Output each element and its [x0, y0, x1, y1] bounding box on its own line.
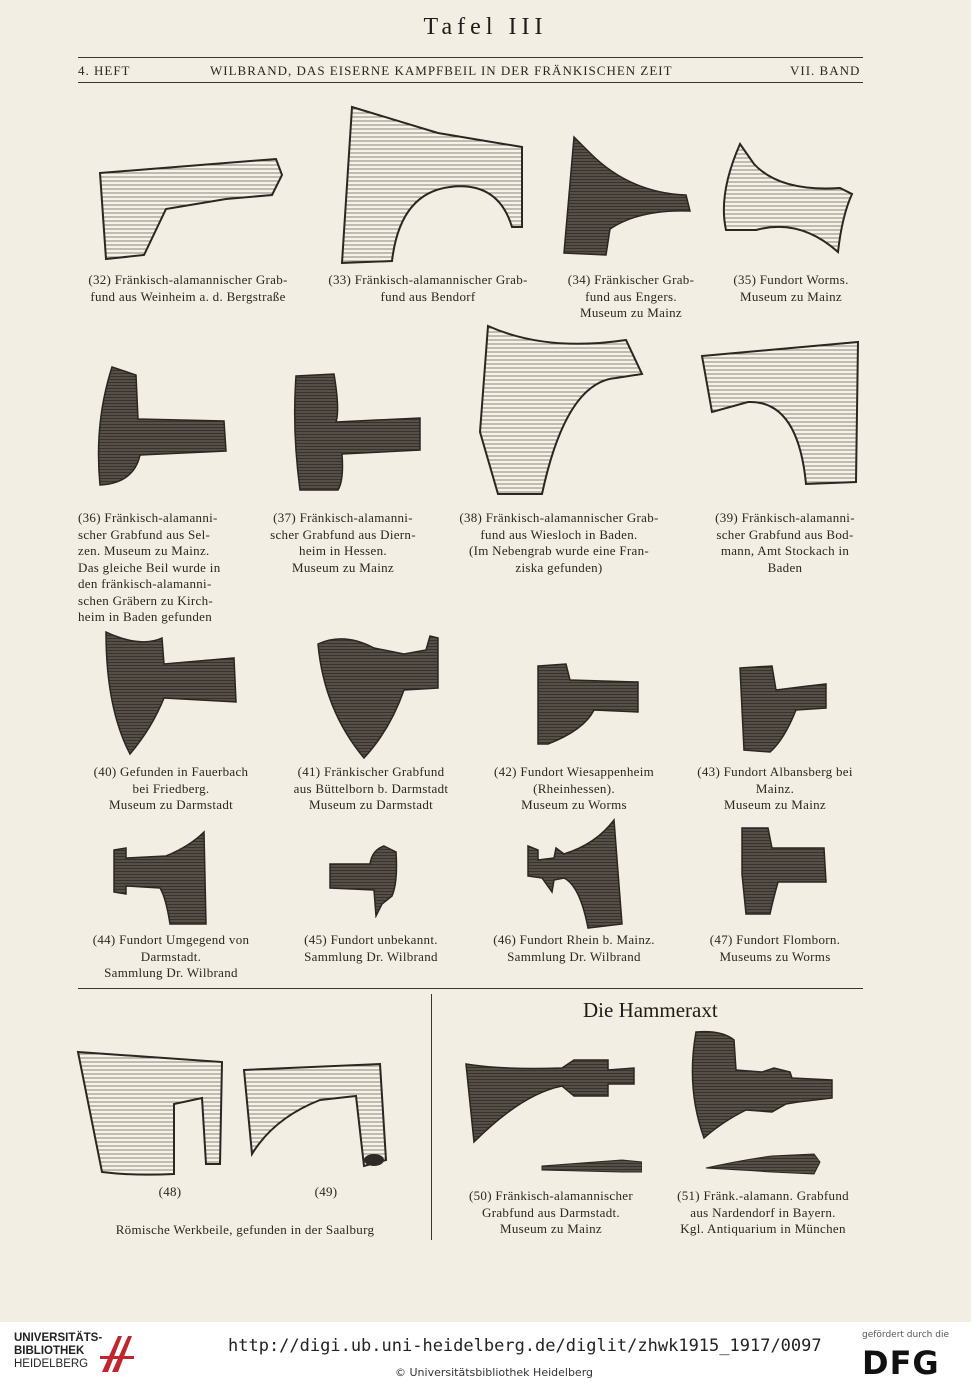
label-49: (49): [314, 1184, 338, 1199]
caption-45: (45) Fundort unbekannt. Sammlung Dr. Wilbrand: [304, 932, 438, 964]
figure-42-image: [534, 660, 644, 750]
figure-46-image: [524, 816, 630, 931]
running-head-right: VII. BAND: [790, 63, 861, 78]
section-title-hammeraxt: Die Hammeraxt: [583, 998, 718, 1022]
caption-35: (35) Fundort Worms. Museum zu Mainz: [733, 272, 849, 304]
header-rule-bottom: [78, 82, 863, 83]
label-48: (48): [158, 1184, 182, 1199]
dfg-logo[interactable]: DFG: [862, 1344, 940, 1382]
section-divider: [431, 994, 432, 1240]
running-head-left: 4. HEFT: [78, 63, 131, 78]
running-head-center: WILBRAND, DAS EISERNE KAMPFBEIL IN DER FRÄNKISCHEN ZEIT: [210, 63, 673, 78]
caption-51: (51) Fränk.-alamann. Grabfund aus Nardendorf in Bayern. Kgl. Antiquarium in München: [677, 1188, 849, 1236]
plate-title: Tafel III: [423, 14, 548, 40]
header-rule-top: [78, 57, 863, 58]
caption-44: (44) Fundort Umgegend von Darmstadt. Sammlung Dr. Wilbrand: [92, 932, 250, 980]
figure-41-image: [314, 630, 442, 762]
figure-37-image: [292, 370, 424, 500]
figure-47-image: [738, 824, 830, 919]
caption-36: (36) Fränkisch-alamanni- scher Grabfund aus Sel- zen. Museum zu Mainz. Das gleiche Beil wurde in den fränkisch-alamanni- schen Gräbern zu Kirch- heim in Baden gefunden: [78, 510, 221, 624]
figure-45-image: [326, 842, 402, 918]
figure-38-image: [476, 322, 656, 502]
source-url-link[interactable]: http://digi.ub.uni-heidelberg.de/diglit/zhwk1915_1917/0097: [228, 1336, 822, 1356]
caption-38: (38) Fränkisch-alamannischer Grab- fund aus Wiesloch in Baden. (Im Nebengrab wurde eine Fran- ziska gefunden): [459, 510, 659, 575]
figure-39-image: [698, 336, 863, 488]
section-rule: [78, 988, 863, 989]
figure-49-image: [240, 1060, 390, 1172]
caption-46: (46) Fundort Rhein b. Mainz. Sammlung Dr. Wilbrand: [493, 932, 655, 964]
figure-48-image: [74, 1048, 226, 1180]
figure-50-image: [462, 1054, 642, 1176]
footer-bar: [0, 1322, 971, 1392]
caption-33: (33) Fränkisch-alamannischer Grab- fund aus Bendorf: [328, 272, 528, 304]
caption-42: (42) Fundort Wiesappenheim (Rheinhessen). Museum zu Worms: [493, 764, 655, 812]
figure-34-image: [560, 133, 695, 258]
caption-47: (47) Fundort Flomborn. Museums zu Worms: [709, 932, 841, 964]
figure-51-image: [682, 1028, 842, 1178]
caption-39: (39) Fränkisch-alamanni- scher Grabfund aus Bod- mann, Amt Stockach in Baden: [715, 510, 855, 575]
roman-caption: Römische Werkbeile, gefunden in der Saalburg: [115, 1222, 375, 1237]
figure-35-image: [720, 140, 860, 260]
figure-32-image: [96, 155, 288, 265]
figure-44-image: [110, 828, 210, 928]
library-emblem-icon: [98, 1332, 136, 1376]
figure-36-image: [94, 363, 229, 493]
caption-43: (43) Fundort Albansberg bei Mainz. Museum zu Mainz: [697, 764, 853, 812]
caption-37: (37) Fränkisch-alamanni- scher Grabfund aus Diern- heim in Hessen. Museum zu Mainz: [270, 510, 416, 575]
library-logo[interactable]: UNIVERSITÄTS- BIBLIOTHEK HEIDELBERG: [14, 1332, 103, 1370]
caption-50: (50) Fränkisch-alamannischer Grabfund aus Darmstadt. Museum zu Mainz: [469, 1188, 633, 1236]
copyright-notice: © Universitätsbibliothek Heidelberg: [395, 1366, 594, 1379]
caption-34: (34) Fränkischer Grab- fund aus Engers. Museum zu Mainz: [567, 272, 695, 320]
funded-by-label: gefördert durch die: [862, 1330, 949, 1340]
figure-40-image: [100, 628, 240, 758]
figure-43-image: [736, 660, 834, 755]
caption-41: (41) Fränkischer Grabfund aus Büttelborn b. Darmstadt Museum zu Darmstadt: [293, 764, 449, 812]
caption-32: (32) Fränkisch-alamannischer Grab- fund aus Weinheim a. d. Bergstraße: [88, 272, 288, 304]
caption-40: (40) Gefunden in Fauerbach bei Friedberg. Museum zu Darmstadt: [93, 764, 249, 812]
figure-33-image: [330, 103, 530, 268]
